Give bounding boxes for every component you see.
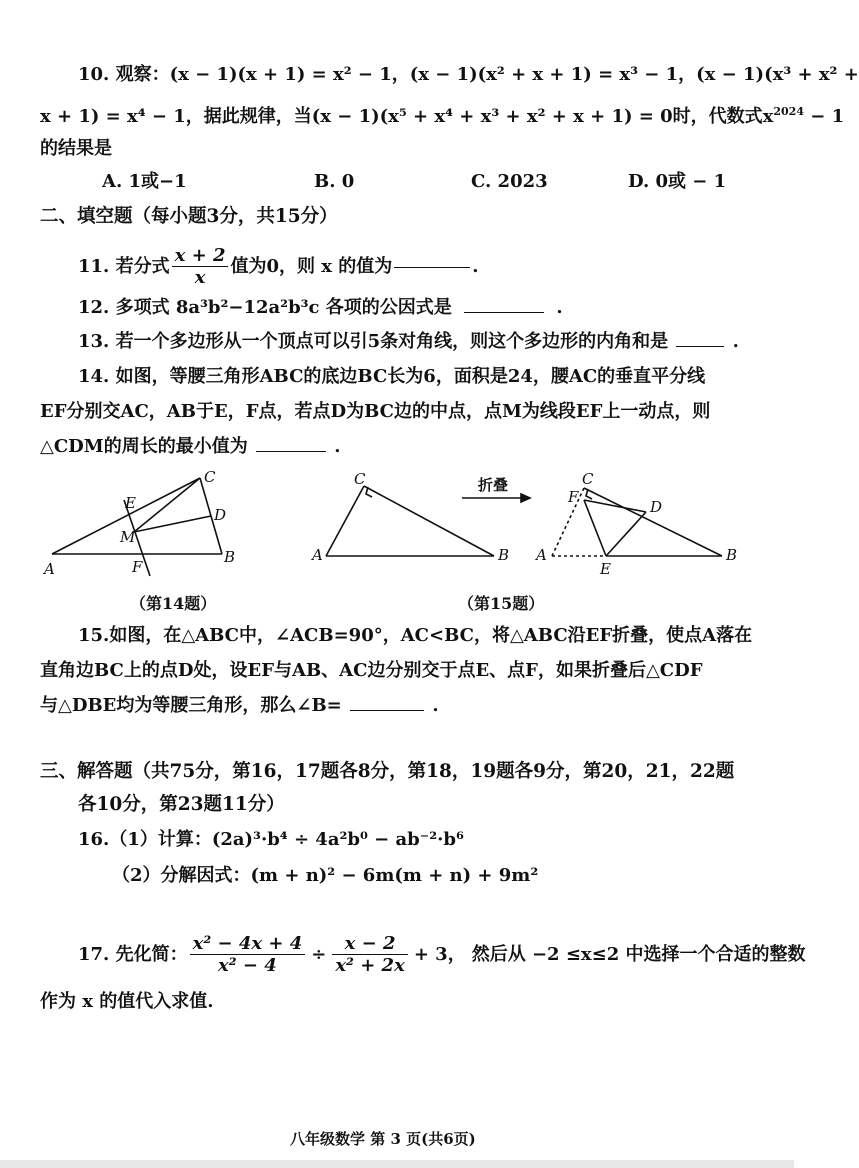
q14-line1: 14. 如图，等腰三角形ABC的底边BC长为6，面积是24，腰AC的垂直平分线 — [78, 366, 706, 387]
q12 — [78, 296, 563, 320]
q17-fraction-2 — [332, 934, 408, 977]
q14-answer-blank[interactable] — [256, 450, 326, 452]
q11-numerator: x + 2 — [172, 246, 229, 267]
fig14-label-e: E — [125, 494, 136, 512]
figures-row — [0, 460, 794, 590]
q17-fraction-2-numerator: x − 2 — [332, 934, 408, 955]
fig15a-label-a: A — [312, 546, 323, 564]
fig14-label-d: D — [214, 506, 227, 524]
fig14-label-b: B — [224, 548, 236, 566]
q10-option-d: D. 0或 − 1 — [628, 171, 727, 192]
q11 — [78, 242, 479, 292]
q10-line2 — [40, 100, 844, 129]
fig14-label-f: F — [132, 558, 143, 576]
q14-line3-text: △CDM的周长的最小值为 — [40, 436, 248, 457]
fig15b-label-d: D — [650, 498, 663, 516]
q15-line1: 15.如图，在△ABC中，∠ACB=90°，AC<BC，将△ABC沿EF折叠，使点A落在 — [78, 625, 753, 646]
q11-prefix: 11. 若分式 — [78, 256, 170, 277]
q17-suffix: 然后从 −2 ≤x≤2 中选择一个合适的整数 — [471, 944, 806, 965]
q10-option-b: B. 0 — [314, 171, 355, 192]
q10-option-c: C. 2023 — [471, 171, 548, 192]
q16-part2: （2）分解因式：(m + n)² − 6m(m + n) + 9m² — [112, 865, 539, 886]
q10-exponent: 2024 — [773, 105, 804, 118]
fig15b-label-c: C — [582, 470, 594, 488]
q17-fraction-2-denominator: x² + 2x — [335, 954, 405, 976]
q17-fraction-1 — [190, 934, 306, 977]
fig15b-label-e: E — [600, 560, 611, 578]
q10-option-a: A. 1或−1 — [102, 171, 187, 192]
fig15b-label-a: A — [536, 546, 547, 564]
q13-end: . — [732, 331, 739, 352]
q13 — [78, 330, 739, 354]
q16-part1: 16.（1）计算：(2a)³·b⁴ ÷ 4a²b⁰ − ab⁻²·b⁶ — [78, 829, 464, 850]
fig14-label-m: M — [120, 528, 136, 546]
page-footer: 八年级数学 第 3 页(共6页) — [290, 1130, 476, 1148]
q12-text: 12. 多项式 8a³b²−12a²b³c 各项的公因式是 — [78, 297, 452, 318]
q15-line3 — [40, 694, 439, 718]
q17-plus-three: + 3， — [413, 944, 466, 965]
fig14-label-a: A — [44, 560, 55, 578]
fig14-caption: （第14题） — [130, 594, 217, 613]
fig15a-label-c: C — [354, 470, 366, 488]
q17-fraction-1-denominator: x² − 4 — [218, 954, 277, 976]
q11-suffix: 值为0，则 x 的值为 — [230, 256, 393, 277]
q17-division-sign: ÷ — [311, 944, 327, 965]
q10-line1: 10. 观察：(x − 1)(x + 1) = x² − 1，(x − 1)(x² + x + 1) = x³ − 1，(x − 1)(x³ + x² + — [78, 64, 859, 85]
q15-end: . — [432, 695, 439, 716]
fig14-label-c: C — [204, 468, 216, 486]
figure-15-original — [326, 486, 494, 556]
fold-label: 折叠 — [478, 476, 509, 494]
fig15b-label-f: F — [568, 488, 579, 506]
q12-answer-blank[interactable] — [464, 311, 544, 313]
q15-answer-blank[interactable] — [350, 709, 424, 711]
q17-fraction-1-numerator: x² − 4x + 4 — [190, 934, 306, 955]
q11-end: . — [472, 256, 479, 277]
q14-end: . — [334, 436, 341, 457]
q11-fraction — [172, 246, 229, 289]
fold-arrow — [462, 494, 530, 502]
q11-denominator: x — [194, 266, 206, 288]
section-3-line1: 三、解答题（共75分，第16，17题各8分，第18，19题各9分，第20，21，22题 — [40, 761, 735, 782]
fig15-caption: （第15题） — [458, 594, 545, 613]
q14-line3 — [40, 435, 341, 459]
q15-line2: 直角边BC上的点D处，设EF与AB、AC边分别交于点E、点F，如果折叠后△CDF — [40, 660, 703, 681]
scan-bottom-edge — [0, 1160, 794, 1168]
q10-line2b: − 1 — [803, 106, 845, 127]
section-3-line2: 各10分，第23题11分） — [78, 794, 285, 815]
q13-answer-blank[interactable] — [676, 345, 724, 347]
q17-line2: 作为 x 的值代入求值. — [40, 991, 214, 1012]
q12-end: . — [556, 297, 563, 318]
fig15b-label-b: B — [726, 546, 738, 564]
q10-line2a: x + 1) = x⁴ − 1，据此规律，当(x − 1)(x⁵ + x⁴ + x³ + x² + x + 1) = 0时，代数式x — [40, 106, 774, 127]
q17-line1 — [78, 928, 806, 982]
q15-line3-text: 与△DBE均为等腰三角形，那么∠B= — [40, 695, 342, 716]
q17-prefix: 17. 先化简： — [78, 944, 188, 965]
q14-line2: EF分别交AC，AB于E，F点，若点D为BC边的中点，点M为线段EF上一动点，则 — [40, 401, 711, 422]
q10-line3: 的结果是 — [40, 138, 112, 159]
q13-text: 13. 若一个多边形从一个顶点可以引5条对角线，则这个多边形的内角和是 — [78, 331, 669, 352]
q11-answer-blank[interactable] — [394, 266, 470, 268]
section-2-title: 二、填空题（每小题3分，共15分） — [40, 206, 338, 227]
fig15a-label-b: B — [498, 546, 510, 564]
